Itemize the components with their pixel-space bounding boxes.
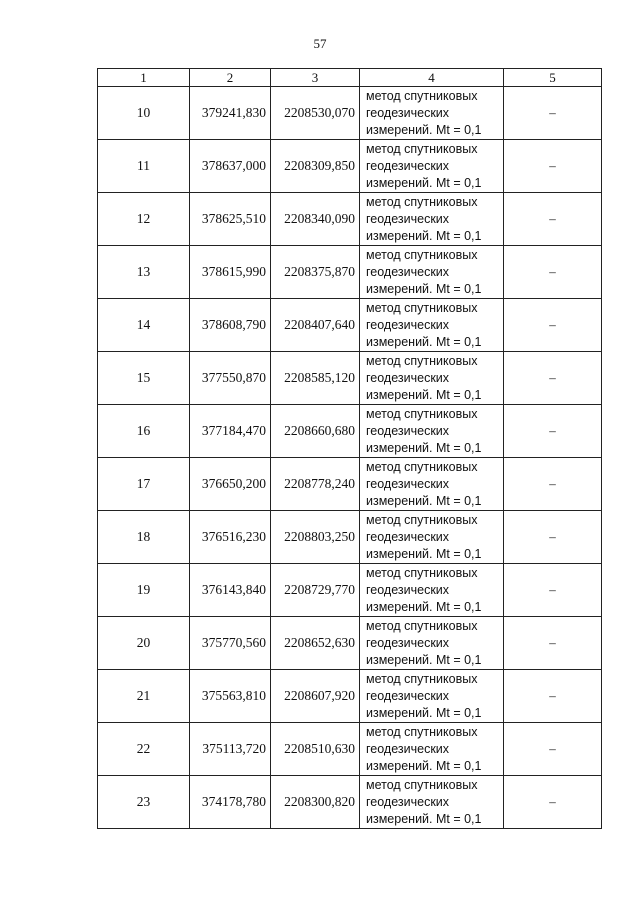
table-row xyxy=(98,564,602,617)
method-line: геодезических xyxy=(366,423,450,438)
method-line: метод спутниковых xyxy=(366,406,478,421)
y-coordinate-cell: 2208607,920 xyxy=(271,670,360,723)
x-coordinate-cell: 376516,230 xyxy=(190,511,271,564)
method-line: измерений. Mt = 0,1 xyxy=(366,334,482,349)
note-cell: – xyxy=(504,617,602,670)
x-coordinate-cell: 375113,720 xyxy=(190,723,271,776)
column-header: 1 xyxy=(98,69,190,87)
x-coordinate-cell: 378608,790 xyxy=(190,299,271,352)
method-line: метод спутниковых xyxy=(366,141,478,156)
y-coordinate-cell: 2208309,850 xyxy=(271,140,360,193)
method-cell xyxy=(360,564,504,617)
method-line: измерений. Mt = 0,1 xyxy=(366,546,482,561)
point-number-cell: 14 xyxy=(98,299,190,352)
table-row xyxy=(98,140,602,193)
method-cell xyxy=(360,670,504,723)
method-line: метод спутниковых xyxy=(366,512,478,527)
method-line: измерений. Mt = 0,1 xyxy=(366,493,482,508)
x-coordinate-cell: 374178,780 xyxy=(190,776,271,829)
method-cell xyxy=(360,405,504,458)
method-line: геодезических xyxy=(366,158,450,173)
note-cell: – xyxy=(504,723,602,776)
method-cell xyxy=(360,617,504,670)
table-row xyxy=(98,299,602,352)
point-number-cell: 23 xyxy=(98,776,190,829)
method-line: метод спутниковых xyxy=(366,618,478,633)
point-number-cell: 13 xyxy=(98,246,190,299)
table-row xyxy=(98,458,602,511)
y-coordinate-cell: 2208300,820 xyxy=(271,776,360,829)
x-coordinate-cell: 378625,510 xyxy=(190,193,271,246)
note-cell: – xyxy=(504,246,602,299)
method-line: метод спутниковых xyxy=(366,353,478,368)
column-header: 2 xyxy=(190,69,271,87)
method-line: метод спутниковых xyxy=(366,247,478,262)
method-line: измерений. Mt = 0,1 xyxy=(366,599,482,614)
note-cell: – xyxy=(504,352,602,405)
note-cell: – xyxy=(504,776,602,829)
note-cell: – xyxy=(504,299,602,352)
coordinates-table xyxy=(97,68,602,829)
table-header-row xyxy=(98,69,602,87)
page-number: 57 xyxy=(313,36,327,51)
table-row xyxy=(98,617,602,670)
y-coordinate-cell: 2208407,640 xyxy=(271,299,360,352)
method-cell xyxy=(360,140,504,193)
table-row xyxy=(98,670,602,723)
method-line: метод спутниковых xyxy=(366,671,478,686)
y-coordinate-cell: 2208778,240 xyxy=(271,458,360,511)
method-cell xyxy=(360,193,504,246)
method-cell xyxy=(360,458,504,511)
method-cell xyxy=(360,87,504,140)
column-header: 4 xyxy=(360,69,504,87)
y-coordinate-cell: 2208510,630 xyxy=(271,723,360,776)
method-line: метод спутниковых xyxy=(366,194,478,209)
note-cell: – xyxy=(504,193,602,246)
y-coordinate-cell: 2208530,070 xyxy=(271,87,360,140)
method-line: метод спутниковых xyxy=(366,88,478,103)
method-line: измерений. Mt = 0,1 xyxy=(366,122,482,137)
y-coordinate-cell: 2208340,090 xyxy=(271,193,360,246)
y-coordinate-cell: 2208803,250 xyxy=(271,511,360,564)
point-number-cell: 16 xyxy=(98,405,190,458)
method-line: геодезических xyxy=(366,794,450,809)
x-coordinate-cell: 375770,560 xyxy=(190,617,271,670)
method-cell xyxy=(360,511,504,564)
table-row xyxy=(98,352,602,405)
method-line: геодезических xyxy=(366,529,450,544)
table-row xyxy=(98,405,602,458)
method-line: геодезических xyxy=(366,105,450,120)
method-line: геодезических xyxy=(366,635,450,650)
y-coordinate-cell: 2208652,630 xyxy=(271,617,360,670)
note-cell: – xyxy=(504,458,602,511)
x-coordinate-cell: 376650,200 xyxy=(190,458,271,511)
method-line: геодезических xyxy=(366,264,450,279)
method-line: измерений. Mt = 0,1 xyxy=(366,387,482,402)
y-coordinate-cell: 2208729,770 xyxy=(271,564,360,617)
y-coordinate-cell: 2208660,680 xyxy=(271,405,360,458)
note-cell: – xyxy=(504,140,602,193)
x-coordinate-cell: 378615,990 xyxy=(190,246,271,299)
method-line: геодезических xyxy=(366,688,450,703)
method-line: измерений. Mt = 0,1 xyxy=(366,175,482,190)
note-cell: – xyxy=(504,405,602,458)
x-coordinate-cell: 375563,810 xyxy=(190,670,271,723)
x-coordinate-cell: 377184,470 xyxy=(190,405,271,458)
method-line: измерений. Mt = 0,1 xyxy=(366,811,482,826)
point-number-cell: 15 xyxy=(98,352,190,405)
point-number-cell: 17 xyxy=(98,458,190,511)
y-coordinate-cell: 2208585,120 xyxy=(271,352,360,405)
table-row xyxy=(98,193,602,246)
x-coordinate-cell: 378637,000 xyxy=(190,140,271,193)
method-line: измерений. Mt = 0,1 xyxy=(366,281,482,296)
column-header: 3 xyxy=(271,69,360,87)
method-cell xyxy=(360,299,504,352)
x-coordinate-cell: 377550,870 xyxy=(190,352,271,405)
method-line: метод спутниковых xyxy=(366,724,478,739)
note-cell: – xyxy=(504,670,602,723)
x-coordinate-cell: 379241,830 xyxy=(190,87,271,140)
method-line: измерений. Mt = 0,1 xyxy=(366,652,482,667)
method-line: метод спутниковых xyxy=(366,459,478,474)
method-line: измерений. Mt = 0,1 xyxy=(366,705,482,720)
point-number-cell: 11 xyxy=(98,140,190,193)
method-cell xyxy=(360,776,504,829)
method-cell xyxy=(360,352,504,405)
column-header: 5 xyxy=(504,69,602,87)
method-line: метод спутниковых xyxy=(366,300,478,315)
method-line: геодезических xyxy=(366,370,450,385)
method-line: метод спутниковых xyxy=(366,777,478,792)
method-line: измерений. Mt = 0,1 xyxy=(366,440,482,455)
table-row xyxy=(98,87,602,140)
point-number-cell: 21 xyxy=(98,670,190,723)
point-number-cell: 10 xyxy=(98,87,190,140)
method-cell xyxy=(360,246,504,299)
note-cell: – xyxy=(504,87,602,140)
point-number-cell: 12 xyxy=(98,193,190,246)
y-coordinate-cell: 2208375,870 xyxy=(271,246,360,299)
x-coordinate-cell: 376143,840 xyxy=(190,564,271,617)
table-row xyxy=(98,723,602,776)
point-number-cell: 22 xyxy=(98,723,190,776)
point-number-cell: 19 xyxy=(98,564,190,617)
table-row xyxy=(98,511,602,564)
method-line: геодезических xyxy=(366,582,450,597)
table-row xyxy=(98,776,602,829)
method-line: геодезических xyxy=(366,476,450,491)
method-line: метод спутниковых xyxy=(366,565,478,580)
method-line: измерений. Mt = 0,1 xyxy=(366,758,482,773)
method-line: геодезических xyxy=(366,211,450,226)
point-number-cell: 20 xyxy=(98,617,190,670)
method-line: геодезических xyxy=(366,741,450,756)
table-row xyxy=(98,246,602,299)
method-line: измерений. Mt = 0,1 xyxy=(366,228,482,243)
note-cell: – xyxy=(504,511,602,564)
point-number-cell: 18 xyxy=(98,511,190,564)
note-cell: – xyxy=(504,564,602,617)
method-line: геодезических xyxy=(366,317,450,332)
method-cell xyxy=(360,723,504,776)
table-body xyxy=(98,87,602,829)
